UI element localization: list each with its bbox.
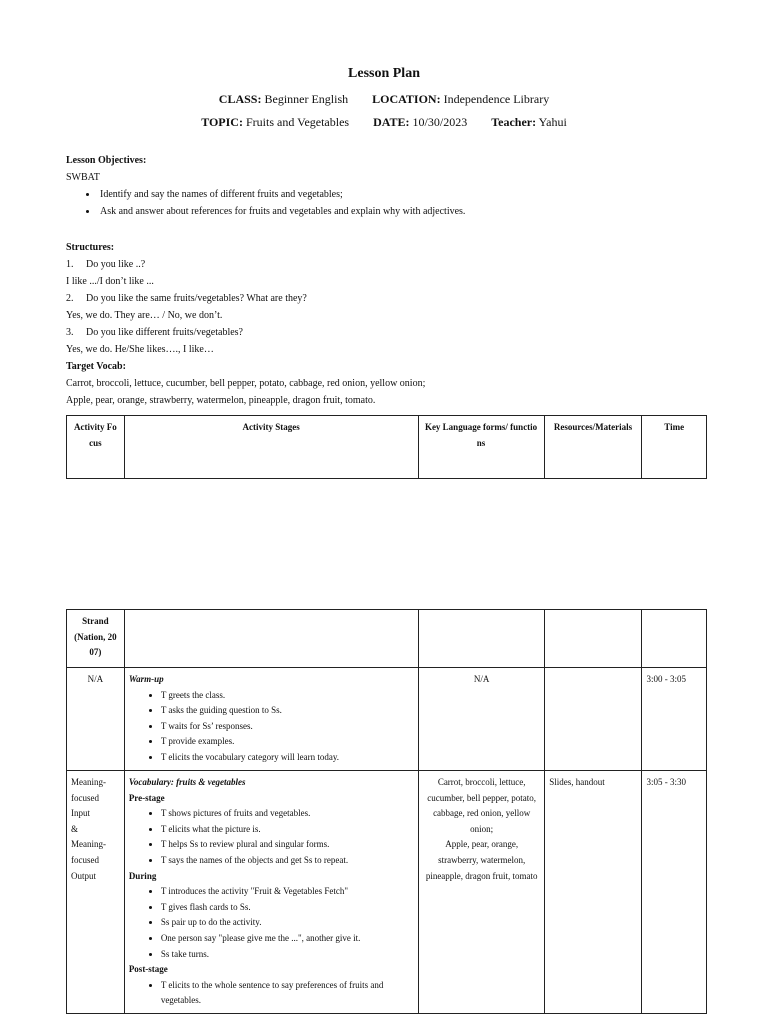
- row-resources: Slides, handout: [545, 771, 642, 1014]
- list-item: • T elicits what the picture is.: [161, 822, 414, 838]
- header-activity-focus: Activity Fo cus: [67, 416, 125, 479]
- class-label: CLASS:: [218, 92, 262, 106]
- list-item: • T waits for Ss’ responses.: [161, 719, 414, 735]
- pre-stage-label: Pre-stage: [128, 792, 165, 803]
- header-key-language: Key Language forms/ functio ns: [418, 416, 544, 479]
- teacher-label: Teacher:: [491, 115, 537, 129]
- row-forms: Carrot, broccoli, lettuce, cucumber, bell pepper, potato, cabbage, red onion, yellow onion; Apple, pear, orange, strawberry, watermelon, pineapple, dragon fruit, tomato: [419, 771, 545, 1014]
- objectives-heading: Lesson Objectives:: [66, 155, 147, 166]
- table-row: [67, 668, 707, 771]
- date-label: DATE:: [373, 115, 410, 129]
- list-item: • Ss pair up to do the activity.: [161, 915, 414, 931]
- page-title: Lesson Plan: [348, 66, 420, 81]
- post-stage-list: [129, 978, 414, 1009]
- structure-question: 1. Do you like ..?: [66, 259, 146, 270]
- structures-heading: Structures:: [66, 242, 115, 253]
- list-item: • T shows pictures of fruits and vegetables.: [161, 806, 414, 822]
- list-item: • T helps Ss to review plural and singular forms.: [161, 837, 414, 853]
- row-stages: [124, 668, 418, 771]
- row-time: 3:00 - 3:05: [642, 668, 707, 771]
- list-item: • T elicits to the whole sentence to say preferences of fruits and vegetables.: [161, 978, 414, 1009]
- structure-answer: I like .../I don’t like ...: [66, 276, 154, 287]
- table-header-row: [67, 416, 707, 479]
- row-focus: N/A: [67, 668, 125, 771]
- row-stages: [124, 771, 418, 1014]
- teacher-value: Yahui: [538, 115, 567, 129]
- topic-value: Fruits and Vegetables: [245, 115, 350, 129]
- topic-date-line: [0, 115, 768, 130]
- class-value: Beginner English: [264, 92, 349, 106]
- structure-answer: Yes, we do. He/She likes…., I like…: [66, 344, 214, 355]
- stage-list: [129, 688, 414, 766]
- objective-item: • Identify and say the names of different fruits and vegetables;: [98, 186, 716, 203]
- vocab-line: Carrot, broccoli, lettuce, cucumber, bell pepper, potato, cabbage, red onion, yellow onion;: [66, 378, 426, 389]
- table-row: [67, 610, 707, 668]
- table-row: [67, 771, 707, 1014]
- list-item: • T provide examples.: [161, 734, 414, 750]
- row-time: 3:05 - 3:30: [642, 771, 707, 1014]
- row-forms: N/A: [419, 668, 545, 771]
- list-item: • T says the names of the objects and get Ss to repeat.: [161, 853, 414, 869]
- objectives-section: [66, 152, 716, 220]
- list-item: • T gives flash cards to Ss.: [161, 900, 414, 916]
- during-list: [129, 884, 414, 962]
- vocab-line: Apple, pear, orange, strawberry, watermelon, pineapple, dragon fruit, tomato.: [66, 395, 376, 406]
- during-label: During: [128, 870, 157, 881]
- header-activity-stages: Activity Stages: [124, 416, 418, 479]
- objectives-intro: SWBAT: [66, 172, 100, 183]
- stage-title: Vocabulary: fruits & vegetables: [128, 777, 246, 787]
- structure-question: 2. Do you like the same fruits/vegetables? What are they?: [66, 293, 307, 304]
- list-item: • One person say "please give me the ...", another give it.: [161, 931, 414, 947]
- list-item: • T asks the guiding question to Ss.: [161, 703, 414, 719]
- date-value: 10/30/2023: [412, 115, 468, 129]
- list-item: • T introduces the activity "Fruit & Vegetables Fetch": [161, 884, 414, 900]
- list-item: • T greets the class.: [161, 688, 414, 704]
- list-item: • Ss take turns.: [161, 947, 414, 963]
- post-stage-label: Post-stage: [128, 964, 168, 975]
- header-time: Time: [642, 416, 707, 479]
- class-location-line: [0, 92, 768, 107]
- strand-header: Strand (Nation, 20 07): [67, 610, 125, 668]
- structures-section: [66, 239, 716, 409]
- stage-title: Warm-up: [128, 674, 164, 684]
- location-value: Independence Library: [443, 92, 550, 106]
- vocab-heading: Target Vocab:: [66, 361, 126, 372]
- activity-header-table: [66, 415, 707, 479]
- row-focus: Meaning- focused Input & Meaning- focused Output: [67, 771, 125, 1014]
- pre-stage-list: [129, 806, 414, 868]
- objective-item: • Ask and answer about references for fruits and vegetables and explain why with adjectives.: [98, 203, 716, 220]
- structure-answer: Yes, we do. They are… / No, we don’t.: [66, 310, 223, 321]
- list-item: • T elicits the vocabulary category will learn today.: [161, 750, 414, 766]
- topic-label: TOPIC:: [201, 115, 243, 129]
- activity-table: [66, 609, 707, 1014]
- structure-question: 3. Do you like different fruits/vegetables?: [66, 327, 243, 338]
- header-resources: Resources/Materials: [544, 416, 642, 479]
- objectives-list: [66, 186, 716, 220]
- location-label: LOCATION:: [372, 92, 441, 106]
- row-resources: [545, 668, 642, 771]
